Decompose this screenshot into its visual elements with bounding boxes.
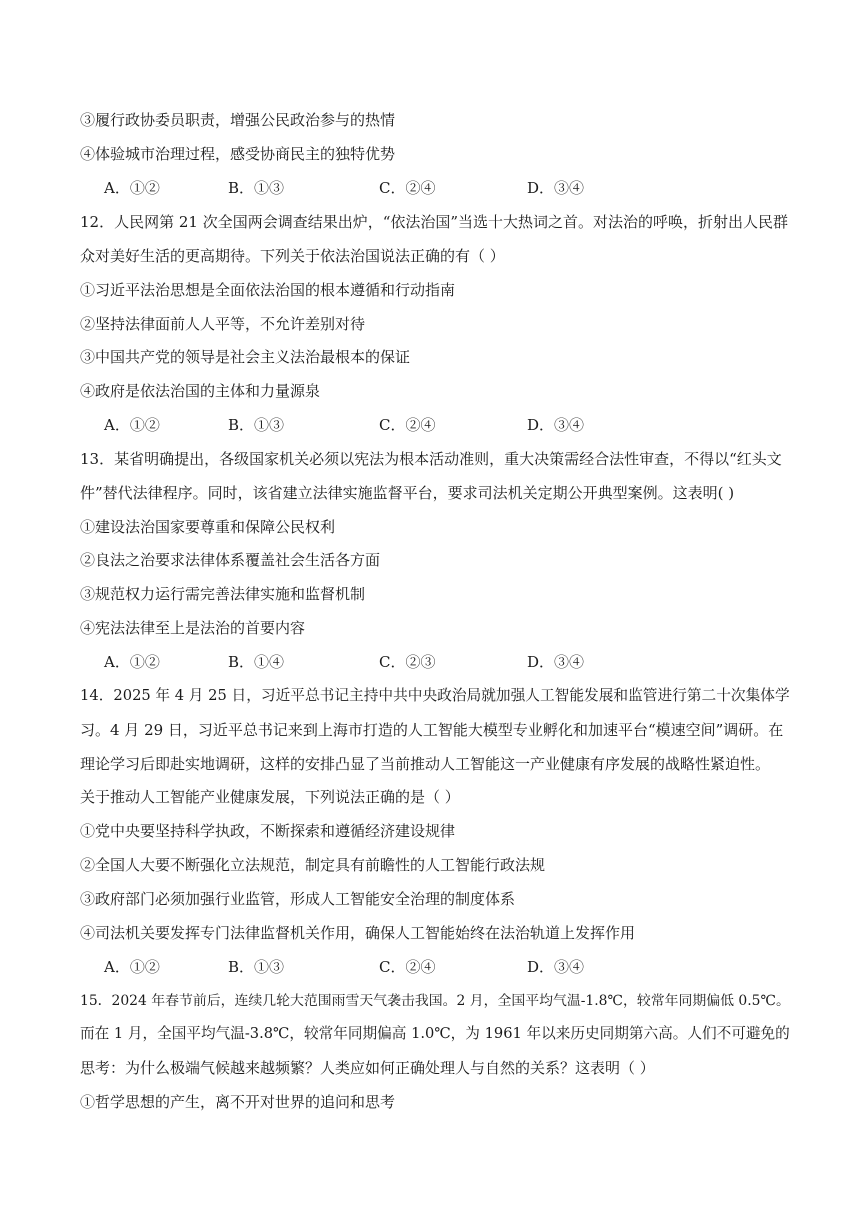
q11-option-a: A．①② [104,179,160,197]
q14-stem-line-3: 理论学习后即赴实地调研，这样的安排凸显了当前推动人工智能这一产业健康有序发展的战略性紧迫性。 [80,755,771,773]
q13-option-b: B．①④ [228,653,285,671]
q12-statement-1: ①习近平法治思想是全面依法治国的根本遵循和行动指南 [80,281,456,299]
q11-options [104,178,724,198]
q14-option-c: C．②④ [379,958,436,976]
q14-statement-2: ②全国人大要不断强化立法规范，制定具有前瞻性的人工智能行政法规 [80,856,546,874]
q13-statement-2: ②良法之治要求法律体系覆盖社会生活各方面 [80,551,381,569]
q11-option-c: C．②④ [379,179,436,197]
q15-stem-line-2: 而在 1 月，全国平均气温-3.8℃，较常年同期偏高 1.0℃，为 1961 年以来历史同期第六高。人们不可避免的 [80,1025,790,1042]
q12-statement-2: ②坚持法律面前人人平等，不允许差别对待 [80,315,366,333]
q14-statement-3: ③政府部门必须加强行业监管，形成人工智能安全治理的制度体系 [80,890,516,908]
q11-option-b: B．①③ [228,179,285,197]
q14-statement-4: ④司法机关要发挥专门法律监督机关作用，确保人工智能始终在法治轨道上发挥作用 [80,924,636,942]
q11-option-d: D．③④ [527,179,585,197]
q14-statement-1: ①党中央要坚持科学执政，不断探索和遵循经济建设规律 [80,822,456,840]
q14-option-d: D．③④ [527,958,585,976]
q13-stem-line-2: 件”替代法律程序。同时，该省建立法律实施监督平台，要求司法机关定期公开典型案例。这表明( ) [80,484,735,502]
q14-option-a: A．①② [104,958,160,976]
q12-option-a: A．①② [104,416,160,434]
q12-options [104,415,724,435]
q13-statement-1: ①建设法治国家要尊重和保障公民权利 [80,518,336,536]
q15-stem-line-3: 思考：为什么极端气候越来越频繁？人类应如何正确处理人与自然的关系？这表明（ ） [80,1059,655,1077]
q15-statement-1: ①哲学思想的产生，离不开对世界的追问和思考 [80,1093,396,1111]
q13-statement-3: ③规范权力运行需完善法律实施和监督机制 [80,585,366,603]
q14-option-b: B．①③ [228,958,285,976]
q15-stem-line-1: 15．2024 年春节前后，连续几轮大范围雨雪天气袭击我国。2 月，全国平均气温-1.8℃，较常年同期偏低 0.5℃。 [80,993,790,1009]
q14-stem-line-2: 习。4 月 29 日，习近平总书记来到上海市打造的人工智能大模型专业孵化和加速平台“模速空间”调研。在 [80,721,784,739]
q13-option-c: C．②③ [379,653,436,671]
q11-statement-4: ④体验城市治理过程，感受协商民主的独特优势 [80,145,396,163]
q12-option-c: C．②④ [379,416,436,434]
q12-statement-4: ④政府是依法治国的主体和力量源泉 [80,382,321,400]
q12-stem-line-2: 众对美好生活的更高期待。下列关于依法治国说法正确的有（ ） [80,247,505,265]
q12-stem-line-1: 12．人民网第 21 次全国两会调查结果出炉，“依法治国”当选十大热词之首。对法治的呼唤，折射出人民群 [80,213,789,231]
q13-options [104,652,724,672]
q14-stem-line-1: 14．2025 年 4 月 25 日，习近平总书记主持中共中央政治局就加强人工智能发展和监管进行第二十次集体学 [80,687,790,704]
q12-option-b: B．①③ [228,416,285,434]
q13-option-a: A．①② [104,653,160,671]
q12-statement-3: ③中国共产党的领导是社会主义法治最根本的保证 [80,348,411,366]
q12-option-d: D．③④ [527,416,585,434]
q13-stem-line-1: 13．某省明确提出，各级国家机关必须以宪法为根本活动准则，重大决策需经合法性审查，不得以“红头文 [80,450,782,468]
q13-option-d: D．③④ [527,653,585,671]
q13-statement-4: ④宪法法律至上是法治的首要内容 [80,619,306,637]
q11-statement-3: ③履行政协委员职责，增强公民政治参与的热情 [80,111,396,129]
q14-stem-line-4: 关于推动人工智能产业健康发展，下列说法正确的是（ ） [80,788,460,806]
q14-options [104,957,724,977]
